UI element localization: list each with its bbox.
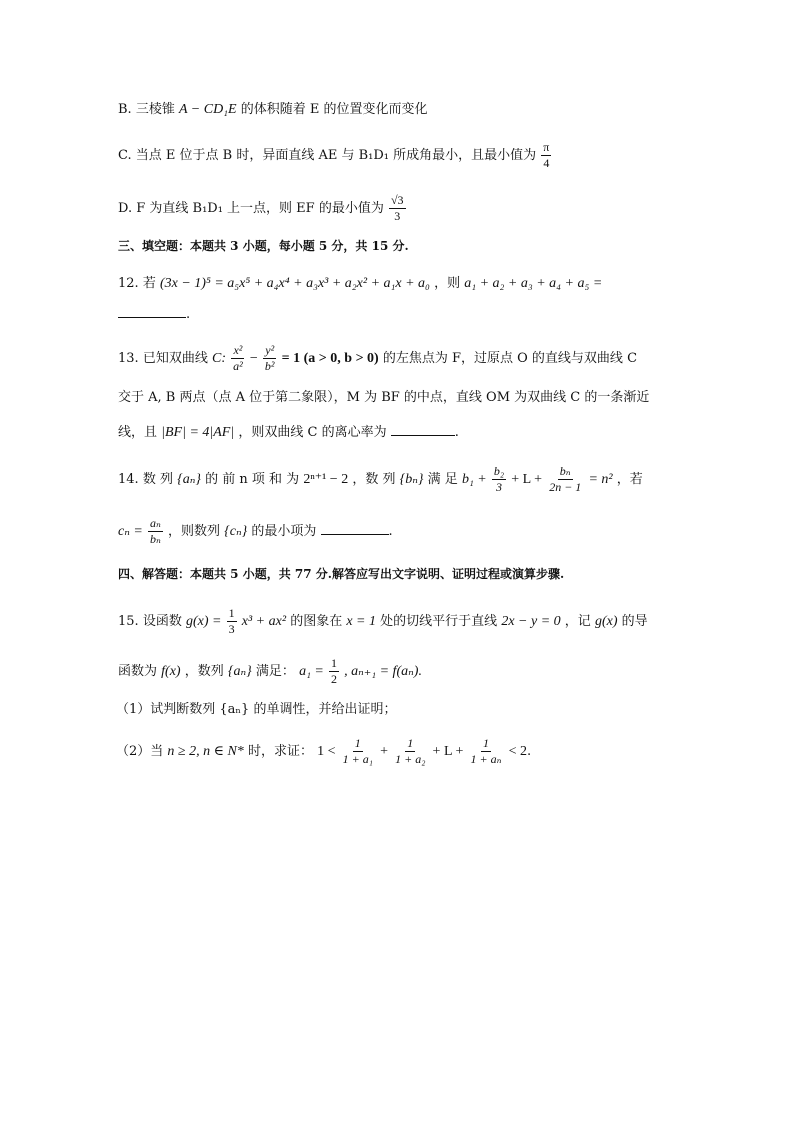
q15-text-d: ，记 <box>564 614 591 629</box>
q15-p-frac2-num: 1 <box>407 736 414 750</box>
q15-line2-text-b: ，数列 <box>184 664 224 679</box>
q14-series-start: b₁ + <box>461 472 487 487</box>
q14-frac-b2-den: 3 <box>495 480 502 494</box>
q15-part2-frac-2 <box>393 736 427 767</box>
q14-answer-blank[interactable] <box>321 520 389 535</box>
q14-seq-a: {aₙ} <box>177 472 201 487</box>
q15-p-frac2-den: 1 + a₂ <box>395 752 426 766</box>
q14-sum-formula: 2ⁿ⁺¹ − 2 <box>303 472 349 487</box>
q14-frac-cn-num: aₙ <box>149 516 161 530</box>
q15-p-frac1-num: 1 <box>354 736 361 750</box>
q15-text-b: 的图象在 <box>290 614 343 629</box>
q15-part2-text-a: （2）当 <box>116 744 164 759</box>
option-c-frac-num: π <box>543 140 550 154</box>
q15-part-1: （1）试判断数列 {aₙ} 的单调性，并给出证明； <box>116 702 397 717</box>
q12-answer-line <box>118 303 190 325</box>
q13-line3-math: |BF| = 4|AF| <box>161 425 235 440</box>
option-d-text: F 为直线 B₁D₁ 上一点，则 EF 的最小值为 <box>136 201 384 216</box>
q15-g-def: g(x) = <box>185 614 222 629</box>
option-b-math: A − CD₁E <box>178 102 237 117</box>
q12-text-a: 若 <box>142 276 156 291</box>
q14-label: 14. <box>118 472 139 487</box>
q13-frac-x-den: a² <box>233 359 243 373</box>
section-heading-fill-blank: 三、填空题：本题共 3 小题，每小题 5 分，共 15 分. <box>118 239 409 253</box>
q14-line2-text: ，则数列 <box>168 524 221 539</box>
q15-part2-lower: 1 < <box>317 744 336 759</box>
section-heading-solutions: 四、解答题：本题共 5 小题，共 77 分.解答应写出文字说明、证明过程或演算步骤. <box>118 567 565 581</box>
q13-text-b: 的左焦点为 F，过原点 O 的直线与双曲线 C <box>382 351 638 366</box>
option-c <box>118 140 552 171</box>
q14-series-end: = n² <box>588 472 613 487</box>
q15-frac-half-den: 2 <box>331 672 338 686</box>
q15-line-2 <box>118 656 422 687</box>
q13-line-2: 交于 A, B 两点（点 A 位于第二象限），M 为 BF 的中点，直线 OM 为双曲线 C 的一条渐近 <box>118 390 650 405</box>
question-12 <box>118 274 602 294</box>
q12-label: 12. <box>118 276 139 291</box>
q12-expansion: (3x − 1)⁵ = a₅x⁵ + a₄x⁴ + a₃x³ + a₂x² + a₁x + a₀ <box>159 276 430 291</box>
q13-fraction-y <box>263 343 277 374</box>
q14-series-mid: + L + <box>511 472 543 487</box>
q15-f-ref: f(x) <box>161 664 181 679</box>
q15-part2-plus1: + <box>380 744 388 759</box>
option-d-fraction <box>389 193 406 224</box>
q14-frac-b2-num: b₂ <box>493 464 505 478</box>
q14-fraction-bn <box>547 464 583 495</box>
option-d <box>118 193 407 224</box>
question-15 <box>118 606 648 637</box>
q15-p-frac3-den: 1 + aₙ <box>470 752 502 766</box>
q13-curve-name: C: <box>211 351 226 366</box>
q13-answer-blank[interactable] <box>391 421 455 436</box>
q14-frac-cn-den: bₙ <box>149 532 161 546</box>
q15-part2-end: . <box>527 744 532 759</box>
q15-a1-def: a₁ = <box>299 664 324 679</box>
q14-text-a: 数 列 <box>142 472 173 487</box>
q13-frac-x-num: x² <box>233 343 243 357</box>
q12-sum: a₁ + a₂ + a₃ + a₄ + a₅ = <box>464 276 603 291</box>
q15-part2-frac-n <box>469 736 504 767</box>
option-d-frac-den: 3 <box>394 209 401 223</box>
q13-fraction-x <box>231 343 245 374</box>
q15-frac-third-den: 3 <box>228 622 235 636</box>
q15-line2-text-c: 满足： <box>255 664 295 679</box>
q13-line3-text-a: 线，且 <box>118 425 158 440</box>
q13-end: . <box>454 425 459 440</box>
question-13 <box>118 343 637 374</box>
q12-text-b: ，则 <box>434 276 461 291</box>
q15-part2-plus2: + L + <box>432 744 464 759</box>
q13-line-3 <box>118 421 459 443</box>
q15-text-e: 的导 <box>621 614 648 629</box>
q15-part2-frac-1 <box>341 736 375 767</box>
q15-frac-half-num: 1 <box>331 656 338 670</box>
q15-text-a: 设函数 <box>142 614 182 629</box>
q15-part2-condition: n ≥ 2, n ∈ N* <box>167 744 244 759</box>
q15-x-value: x = 1 <box>346 614 377 629</box>
q15-part-2 <box>116 736 531 767</box>
option-c-frac-den: 4 <box>543 156 550 170</box>
q14-cn-def: cₙ = <box>118 524 143 539</box>
option-b <box>118 100 428 120</box>
question-14 <box>118 464 643 495</box>
q15-p-frac1-den: 1 + a₁ <box>342 752 373 766</box>
q14-text-e: ，若 <box>616 472 643 487</box>
q14-text-c: ，数 列 <box>352 472 396 487</box>
option-b-label: B. <box>118 102 132 117</box>
q14-fraction-cn <box>148 516 163 547</box>
q14-seq-c: {cₙ} <box>224 524 248 539</box>
q15-recurrence: , aₙ₊₁ = f(aₙ). <box>344 664 422 679</box>
q15-part2-text-b: 时，求证： <box>247 744 313 759</box>
q13-text-a: 已知双曲线 <box>142 351 208 366</box>
q14-frac-bn-den: 2n − 1 <box>549 480 582 494</box>
q15-fraction-half <box>329 656 339 687</box>
q14-frac-bn-num: bₙ <box>559 464 571 478</box>
q14-seq-b: {bₙ} <box>399 472 424 487</box>
q15-g-terms: x³ + ax² <box>241 614 287 629</box>
q15-label: 15. <box>118 614 139 629</box>
q13-frac-y-num: y² <box>265 343 275 357</box>
q12-end: . <box>186 307 191 322</box>
option-c-text: 当点 E 位于点 B 时，异面直线 AE 与 B₁D₁ 所成角最小，且最小值为 <box>135 148 537 163</box>
option-d-label: D. <box>118 201 133 216</box>
q13-frac-y-den: b² <box>264 359 275 373</box>
q14-text-d: 满 足 <box>427 472 458 487</box>
option-d-frac-num: √3 <box>390 193 404 207</box>
q14-line2-text2: 的最小项为 <box>251 524 317 539</box>
q13-line3-text-b: ，则双曲线 C 的离心率为 <box>238 425 387 440</box>
q13-label: 13. <box>118 351 139 366</box>
q13-condition: = 1 (a > 0, b > 0) <box>281 351 379 366</box>
q15-fraction-third <box>227 606 237 637</box>
q14-line-2 <box>118 516 393 547</box>
q14-fraction-b2 <box>492 464 506 495</box>
q15-frac-third-num: 1 <box>228 606 235 620</box>
q15-p-frac3-num: 1 <box>483 736 489 750</box>
q14-text-b: 的 前 n 项 和 为 <box>205 472 300 487</box>
q15-part2-upper: < 2 <box>508 744 528 759</box>
q15-g-ref: g(x) <box>594 614 618 629</box>
option-b-text-pre: 三棱锥 <box>135 102 175 117</box>
q15-text-c: 处的切线平行于直线 <box>380 614 498 629</box>
q13-minus: − <box>249 351 258 366</box>
q15-line-eq: 2x − y = 0 <box>501 614 561 629</box>
q15-seq-a: {aₙ} <box>227 664 252 679</box>
option-b-text-post: 的体积随着 E 的位置变化而变化 <box>240 102 428 117</box>
option-c-fraction <box>541 140 551 171</box>
q12-answer-blank[interactable] <box>118 303 186 318</box>
q15-line2-text-a: 函数为 <box>118 664 158 679</box>
q14-end: . <box>388 524 393 539</box>
option-c-label: C. <box>118 148 132 163</box>
